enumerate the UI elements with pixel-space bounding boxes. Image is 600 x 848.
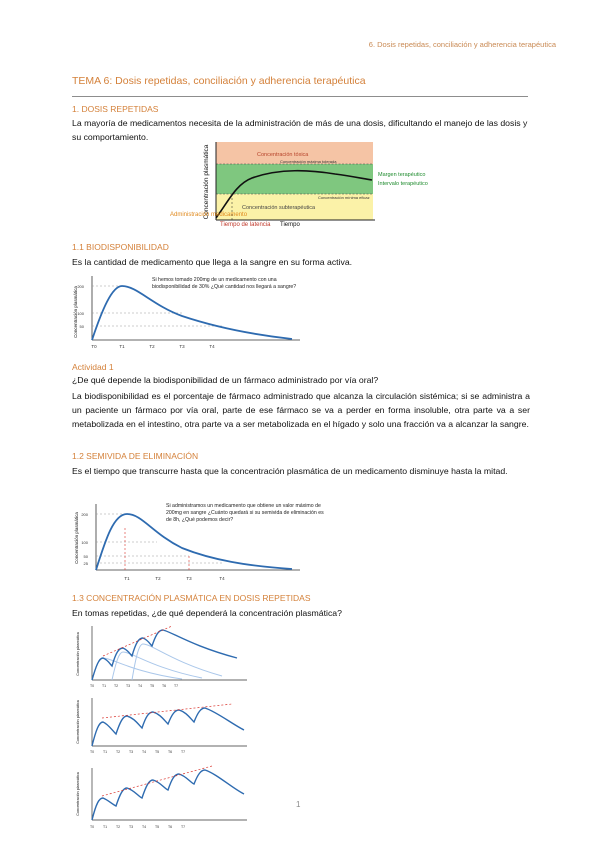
fig4b-xtick: T3 [128,750,134,754]
fig3-xtick: T1 [124,576,130,581]
fig3-ytick: 100 [81,540,88,545]
fig3-ytick: 200 [81,512,88,517]
fig2-note: Si hemos tomado 200mg de un medicamento con una biodisponibilidad de 30% ¿Qué cantidad nos llegará a sangre? [152,277,297,290]
running-header: 6. Dosis repetidas, conciliación y adherencia terapéutica [368,40,556,49]
fig1-admin-label: Administración medicamento [170,212,248,218]
fig4a-xtick: T7 [173,684,179,688]
fig4a-xtick: T4 [137,684,143,688]
fig2-xtick: T4 [209,344,215,349]
section-1-3-heading: 1.3 CONCENTRACIÓN PLASMÁTICA EN DOSIS REPETIDAS [72,593,311,603]
fig2-ytick: 200 [77,284,84,289]
fig4a-xtick: T2 [113,684,119,688]
fig2-xtick: T1 [119,344,125,349]
fig4c-curve [92,770,244,820]
fig4b-curve [92,708,244,746]
fig4a-xtick: T5 [149,684,155,688]
fig1-ylabel: Concentración plasmática [203,144,210,220]
fig4b-xtick: T4 [141,750,147,754]
section-1-3-body: En tomas repetidas, ¿de qué dependerá la concentración plasmática? [72,608,342,618]
fig3-ylabel: Concentración plasmática [74,512,79,564]
repeated-dose-figure-c [72,764,252,836]
section-1-2-heading: 1.2 SEMIVIDA DE ELIMINACIÓN [72,451,199,461]
fig4a-xtick: T6 [161,684,167,688]
section-1-heading: 1. DOSIS REPETIDAS [72,104,159,114]
fig4a-xtick: T1 [101,684,107,688]
section-1-body: La mayoría de medicamentos necesita de la administración de más de una dosis, dificultando el manejo de las dosis y su comportamiento. [72,118,528,142]
fig3-note: Si administramos un medicamento que obtiene un valor máximo de 200mg en sangre ¿Cuánto quedará si su semivida de eliminación es de 8h, ¿Qué podemos decir? [166,503,324,523]
fig4c-xtick: T0 [89,825,95,829]
fig4b-ylabel: Concentración plasmática [76,700,80,744]
fig4b-xtick: T2 [115,750,121,754]
fig4c-xtick: T1 [102,825,108,829]
fig1-subther-label: Concentración subterapéutica [242,205,316,211]
fig4c-xtick: T7 [180,825,186,829]
therapeutic-zone [216,164,373,194]
fig3-xtick: T2 [155,576,161,581]
activity-answer: La biodisponibilidad es el porcentaje de fármaco administrado que alcanza la circulación sistémica; si se administra a un paciente un fármaco por vía oral, parte de ese fármaco se va a perder en forma insoluble, otra parte va a ser metabolizada en el intestino, otra parte va a ser metabolizada en el hígado y solo una fracción va a alcanzar la sangre. [72,391,530,429]
fig2-xtick: T2 [149,344,155,349]
fig3-ytick: 25 [83,561,88,566]
fig4b-xtick: T0 [89,750,95,754]
fig2-ylabel: Concentración plasmática [73,286,78,338]
repeated-dose-figure-a [72,622,252,692]
title-divider [72,96,528,97]
fig3-xtick: T3 [186,576,192,581]
fig4b-xtick: T7 [180,750,186,754]
fig1-ctm-label: Concentración máxima tolerada [280,159,337,164]
fig4a-xtick: T0 [89,684,95,688]
therapeutic-window-figure [160,140,560,238]
fig4c-xtick: T4 [141,825,147,829]
fig4c-xtick: T6 [167,825,173,829]
fig3-xtick: T4 [219,576,225,581]
fig2-xtick: T0 [91,344,97,349]
fig1-window-label: Margen terapéutico [378,172,426,178]
page-number: 1 [296,800,301,809]
fig4a-ylabel: Concentración plasmática [76,632,80,676]
fig4b-xtick: T1 [102,750,108,754]
fig1-toxic-label: Concentración tóxica [257,152,309,158]
fig3-ytick: 50 [83,554,88,559]
fig2-ytick: 50 [79,324,84,329]
fig1-cme-label: Concentración mínima eficaz [318,195,370,200]
fig1-xlabel: Tiempo [280,222,300,228]
activity-question: ¿De qué depende la biodisponibilidad de un fármaco administrado por vía oral? [72,375,379,385]
fig4b-xtick: T5 [154,750,160,754]
section-1-1-body: Es la cantidad de medicamento que llega a la sangre en su forma activa. [72,257,353,267]
fig4c-xtick: T3 [128,825,134,829]
fig4b-xtick: T6 [167,750,173,754]
fig4a-xtick: T3 [125,684,131,688]
fig2-xtick: T3 [179,344,185,349]
repeated-dose-figure-b [72,694,252,760]
fig1-latency-label: Tiempo de latencia [220,222,271,228]
page-title: TEMA 6: Dosis repetidas, conciliación y adherencia terapéutica [72,75,366,87]
fig2-ytick: 100 [77,311,84,316]
section-1-2-body: Es el tiempo que transcurre hasta que la concentración plasmática de un medicamento disminuye hasta la mitad. [72,466,508,476]
fig4c-xtick: T2 [115,825,121,829]
fig4a-faded-curve [112,652,202,680]
fig4c-xtick: T5 [154,825,160,829]
fig1-window2-label: Intervalo terapéutico [378,181,428,187]
section-1-1-heading: 1.1 BIODISPONIBILIDAD [72,242,169,252]
activity-title: Actividad 1 [72,362,114,372]
fig4c-ylabel: Concentración plasmática [76,772,80,816]
